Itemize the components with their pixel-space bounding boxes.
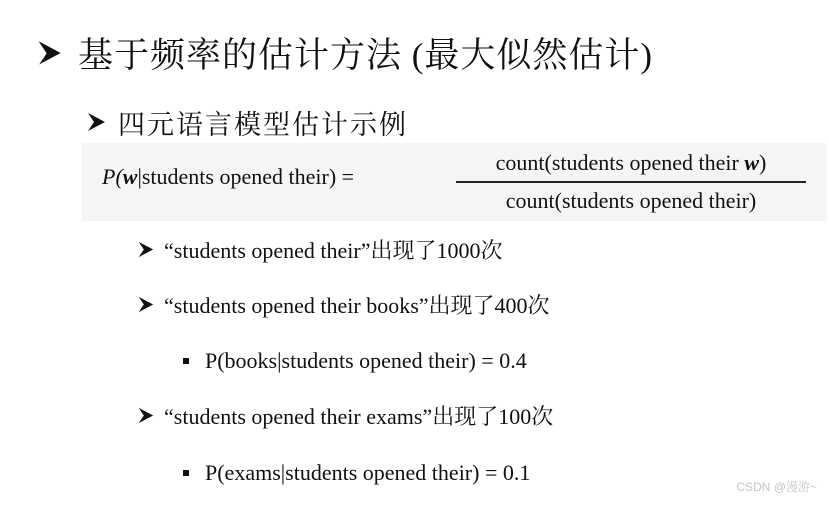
square-bullet-icon <box>183 358 189 364</box>
bullet-text: “students opened their exams”出现了100次 <box>164 403 554 429</box>
subheading-row <box>86 101 408 143</box>
bullet-text: “students opened their books”出现了400次 <box>164 292 550 318</box>
bullet-item-2 <box>137 286 550 322</box>
formula-lhs-suffix: |students opened their) = <box>137 164 355 189</box>
formula-box <box>82 143 827 221</box>
sub-bullet-item-2 <box>183 455 530 491</box>
formula-numerator <box>456 148 806 178</box>
bullet-text: P(books|students opened their) = 0.4 <box>205 348 527 373</box>
bullet-item-3 <box>137 397 553 433</box>
arrow-bullet-icon <box>86 112 106 132</box>
fraction-bar <box>456 181 806 183</box>
bullet-text: P(exams|students opened their) = 0.1 <box>205 460 531 485</box>
formula-lhs <box>102 164 354 190</box>
formula-lhs-prefix: P( <box>102 164 123 189</box>
formula-fraction <box>456 148 806 216</box>
formula-numerator-prefix: count(students opened their <box>495 150 745 175</box>
subheading: 四元语言模型估计示例 <box>118 109 408 140</box>
formula-lhs-var: w <box>122 164 138 189</box>
bullet-item-1 <box>137 231 503 267</box>
slide-heading: 基于频率的估计方法 (最大似然估计) <box>78 36 654 75</box>
bullet-text: “students opened their”出现了1000次 <box>164 237 503 263</box>
arrow-bullet-icon <box>137 407 154 424</box>
slide-heading-row <box>36 26 653 80</box>
arrow-bullet-icon <box>36 40 62 66</box>
sub-bullet-item-1 <box>183 343 527 379</box>
formula-numerator-var: w <box>744 150 760 175</box>
watermark: CSDN @漫游~ <box>736 480 817 494</box>
arrow-bullet-icon <box>137 241 154 258</box>
arrow-bullet-icon <box>137 296 154 313</box>
square-bullet-icon <box>183 470 189 476</box>
formula-denominator: count(students opened their) <box>505 187 757 213</box>
formula-numerator-suffix: ) <box>759 150 767 175</box>
